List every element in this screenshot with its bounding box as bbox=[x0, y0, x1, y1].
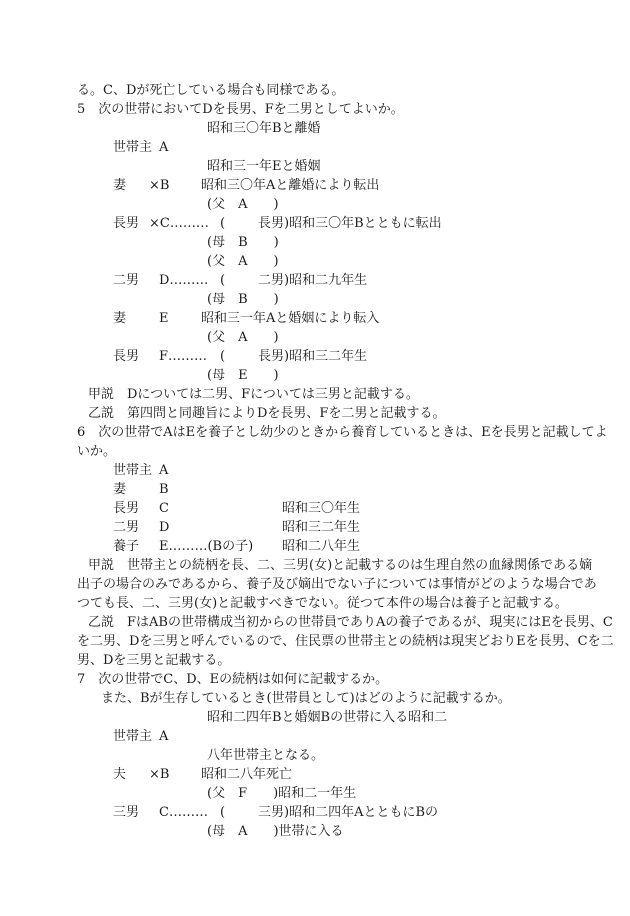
household-row bbox=[0, 309, 630, 328]
relation: 妻 bbox=[113, 178, 127, 193]
relation: 妻 bbox=[113, 482, 127, 497]
paragraph-text: る。C、Dが死亡している場合も同様である。 bbox=[77, 83, 345, 98]
paragraph-text: 乙説 第四問と同趣旨によりDを長男、Fを二男と記載する。 bbox=[88, 406, 446, 421]
household-row bbox=[0, 233, 630, 252]
paragraph-text: を二男、Dを三男と呼んでいるので、住民票の世帯主との続柄は現実どおりEを長男、Cを二 bbox=[77, 634, 614, 649]
household-row bbox=[0, 119, 630, 138]
parent-note: (父 A ) bbox=[207, 197, 279, 212]
relation: 養子 bbox=[113, 539, 140, 554]
household-row bbox=[0, 271, 630, 290]
relation: 長男 bbox=[113, 216, 140, 231]
paren: ( bbox=[220, 805, 226, 820]
paragraph-text: つても長、二、三男(女)と記載すべきでない。従つて本件の場合は養子と記載する。 bbox=[77, 596, 568, 611]
person: ×B bbox=[149, 178, 170, 193]
person: C bbox=[159, 501, 169, 516]
person: C……… bbox=[159, 805, 208, 820]
question-6-cont bbox=[0, 442, 630, 461]
paren: ( bbox=[220, 216, 226, 231]
note: 昭和三〇年Bと離婚 bbox=[207, 121, 321, 136]
relation: 世帯主 bbox=[113, 729, 153, 744]
opinion-a bbox=[0, 556, 630, 575]
household-row bbox=[0, 157, 630, 176]
household-row bbox=[0, 499, 630, 518]
person: D bbox=[159, 520, 170, 535]
question-text: いか。 bbox=[77, 444, 117, 459]
parent-note: (母 E ) bbox=[207, 368, 279, 383]
person: D……… bbox=[159, 273, 209, 288]
household-row bbox=[0, 537, 630, 556]
paragraph-text: 男、Dを三男と記載する。 bbox=[77, 653, 231, 668]
household-row bbox=[0, 347, 630, 366]
relation: 世帯主 bbox=[113, 140, 153, 155]
note: 昭和二八年死亡 bbox=[201, 767, 293, 782]
text-line bbox=[0, 575, 630, 594]
text-line bbox=[0, 81, 630, 100]
paren: ( bbox=[220, 349, 226, 364]
paragraph-text: 乙説 FはABの世帯構成当初からの世帯員でありAの養子であるが、現実にはEを長男、C bbox=[88, 615, 613, 630]
text-line bbox=[0, 651, 630, 670]
relation: 長男 bbox=[113, 349, 140, 364]
note: 長男)昭和三二年生 bbox=[258, 349, 368, 364]
parent-note: (母 B ) bbox=[207, 292, 279, 307]
note: 昭和三一年Eと婚姻 bbox=[207, 159, 321, 174]
parent-note: (父 A ) bbox=[207, 330, 279, 345]
text-line bbox=[0, 594, 630, 613]
person: A bbox=[159, 729, 169, 744]
question-7-cont bbox=[0, 689, 630, 708]
household-row bbox=[0, 803, 630, 822]
paragraph-text: 甲説 Dについては二男、Fについては三男と記載する。 bbox=[88, 387, 419, 402]
paragraph-text: 甲説 世帯主との続柄を長、二、三男(女)と記載するのは生理自然の血縁関係である嫡 bbox=[88, 558, 593, 573]
opinion-a bbox=[0, 385, 630, 404]
person: F……… bbox=[159, 349, 208, 364]
household-row bbox=[0, 784, 630, 803]
question-7 bbox=[0, 670, 630, 689]
person: E………(Bの子) bbox=[159, 539, 254, 554]
person: ×B bbox=[149, 767, 170, 782]
opinion-b bbox=[0, 613, 630, 632]
note: 二男)昭和二九年生 bbox=[258, 273, 368, 288]
household-row bbox=[0, 328, 630, 347]
relation: 二男 bbox=[113, 273, 140, 288]
household-row bbox=[0, 195, 630, 214]
parent-note: (母 A )世帯に入る bbox=[207, 824, 344, 839]
person: B bbox=[159, 482, 169, 497]
relation: 三男 bbox=[113, 805, 140, 820]
household-row bbox=[0, 366, 630, 385]
household-row bbox=[0, 708, 630, 727]
birth-note: 昭和三〇年生 bbox=[282, 501, 361, 516]
paragraph-text: 出子の場合のみであるから、養子及び嫡出でない子については事情がどのような場合であ bbox=[77, 577, 597, 592]
relation: 二男 bbox=[113, 520, 140, 535]
household-row bbox=[0, 176, 630, 195]
person: A bbox=[159, 140, 169, 155]
household-row bbox=[0, 461, 630, 480]
parent-note: (父 F )昭和二一年生 bbox=[207, 786, 357, 801]
relation: 妻 bbox=[113, 311, 127, 326]
household-row bbox=[0, 822, 630, 841]
opinion-b bbox=[0, 404, 630, 423]
household-row bbox=[0, 252, 630, 271]
birth-note: 昭和三二年生 bbox=[282, 520, 361, 535]
household-row bbox=[0, 518, 630, 537]
question-text: 7 次の世帯でC、D、Eの続柄は如何に記載するか。 bbox=[77, 672, 389, 687]
household-row bbox=[0, 765, 630, 784]
relation: 長男 bbox=[113, 501, 140, 516]
note: 八年世帯主となる。 bbox=[207, 748, 325, 763]
household-row bbox=[0, 290, 630, 309]
relation: 世帯主 bbox=[113, 463, 153, 478]
text-line bbox=[0, 632, 630, 651]
household-row bbox=[0, 746, 630, 765]
note: 昭和三〇年Aと離婚により転出 bbox=[201, 178, 380, 193]
person: ×C……… bbox=[149, 216, 209, 231]
household-row bbox=[0, 480, 630, 499]
parent-note: (母 B ) bbox=[207, 235, 279, 250]
birth-note: 昭和二八年生 bbox=[282, 539, 361, 554]
relation: 夫 bbox=[113, 767, 127, 782]
question-text: また、Bが生存しているとき(世帯員として)はどのように記載するか。 bbox=[101, 691, 511, 706]
note: 三男)昭和二四年AとともにBの bbox=[258, 805, 439, 820]
note: 昭和三一年Aと婚姻により転入 bbox=[201, 311, 380, 326]
question-text: 5 次の世帯においてDを長男、Fを二男としてよいか。 bbox=[77, 102, 404, 117]
parent-note: (父 A ) bbox=[207, 254, 279, 269]
note: 昭和二四年Bと婚姻Bの世帯に入る昭和二 bbox=[207, 710, 448, 725]
household-row bbox=[0, 214, 630, 233]
question-5 bbox=[0, 100, 630, 119]
household-row bbox=[0, 727, 630, 746]
paren: ( bbox=[220, 273, 226, 288]
person: E bbox=[159, 311, 169, 326]
household-row bbox=[0, 138, 630, 157]
note: 長男)昭和三〇年Bとともに転出 bbox=[258, 216, 442, 231]
question-text: 6 次の世帯でAはEを養子とし幼少のときから養育しているときは、Eを長男と記載してよ bbox=[77, 425, 608, 440]
question-6 bbox=[0, 423, 630, 442]
person: A bbox=[159, 463, 169, 478]
